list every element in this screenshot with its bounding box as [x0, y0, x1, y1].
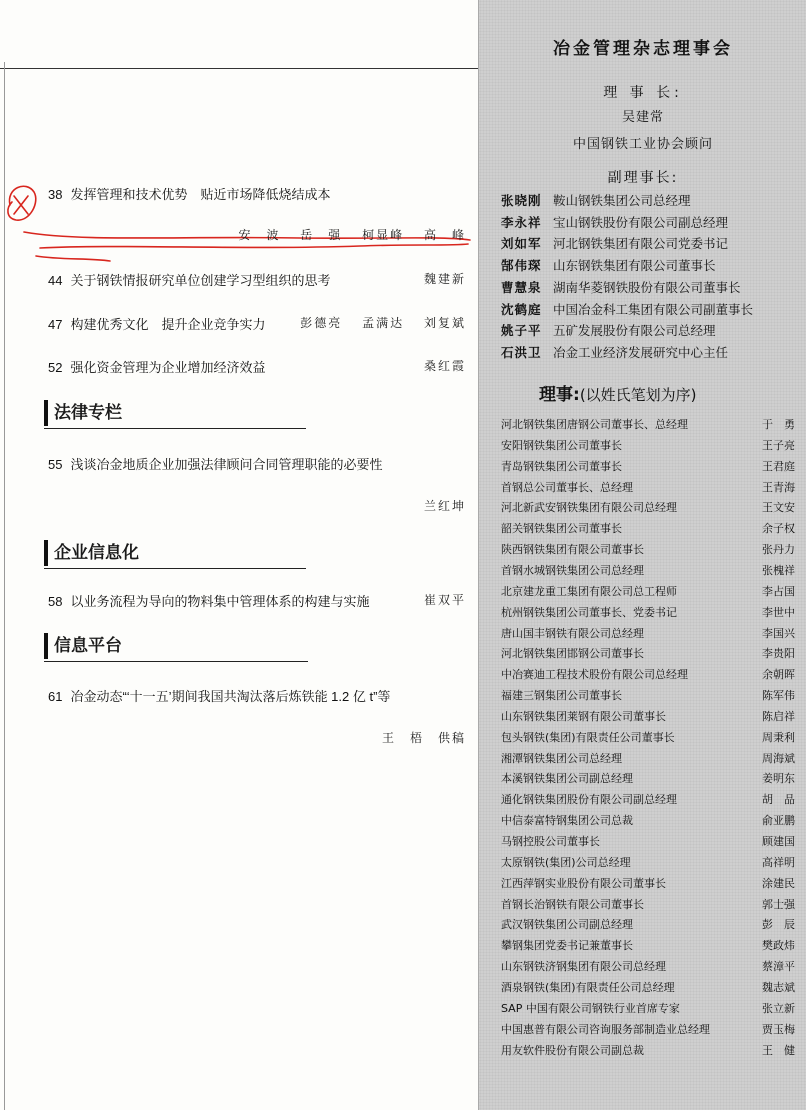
board-member-name: 于 勇	[762, 418, 795, 431]
vice-chairman-name: 李永祥	[501, 214, 542, 230]
board-member-name: 周秉利	[762, 730, 795, 744]
vice-chairman-row	[501, 191, 691, 209]
board-member-name: 李占国	[762, 584, 795, 598]
board-member-name: 樊政炜	[762, 939, 795, 953]
board-member-org: 山东钢铁济钢集团有限公司总经理	[501, 960, 666, 974]
board-heading: 理事:(以姓氏笔划为序)	[539, 385, 697, 405]
toc-entry-52-author: 桑红霞	[423, 359, 466, 373]
board-member-name: 彭 辰	[762, 918, 795, 932]
chairman-title: 中国钢铁工业协会顾问	[572, 137, 713, 152]
chairman-name: 吴建常	[621, 110, 664, 125]
red-pen-annotation	[0, 0, 478, 300]
board-member-name: 王子亮	[762, 438, 795, 452]
toc-entry-44[interactable]: 44 关于钢铁情报研究单位创建学习型组织的思考	[48, 273, 331, 288]
toc-entry-55-author: 兰红坤	[423, 499, 466, 513]
board-member-org: 通化钢铁集团股份有限公司副总经理	[501, 793, 677, 807]
board-member-org: 用友软件股份有限公司副总裁	[501, 1043, 644, 1057]
board-member-name: 李贵阳	[762, 647, 795, 661]
board-member-name: 周海斌	[762, 751, 795, 765]
board-member-org: 福建三钢集团公司董事长	[501, 689, 622, 703]
vice-chairman-row	[501, 213, 728, 231]
toc-entry-47[interactable]: 47 构建优秀文化 提升企业竞争实力	[48, 317, 266, 332]
vice-chairman-org: 中国冶金科工集团有限公司副董事长	[553, 301, 754, 317]
vice-chairman-org: 鞍山钢铁集团公司总经理	[553, 193, 691, 208]
board-member-name: 王青海	[762, 480, 795, 494]
vice-chairman-name: 沈鹤庭	[501, 301, 542, 317]
board-member-org: 中冶赛迪工程技术股份有限公司总经理	[501, 668, 688, 682]
section-law-rule	[44, 428, 306, 429]
board-member-name: 贾玉梅	[762, 1022, 795, 1036]
board-member-name: 顾建国	[762, 835, 795, 848]
toc-entry-38[interactable]: 38 发挥管理和技术优势 贴近市场降低烧结成本	[48, 187, 331, 202]
board-member-org: 安阳钢铁集团公司董事长	[501, 438, 622, 452]
toc-entry-58-author: 崔双平	[423, 593, 466, 607]
board-member-org: SAP 中国有限公司钢铁行业首席专家	[501, 1001, 680, 1015]
board-member-name: 俞亚鹏	[762, 814, 795, 828]
board-member-org: 太原钢铁(集团)公司总经理	[501, 855, 631, 869]
board-member-org: 唐山国丰钢铁有限公司总经理	[501, 626, 644, 640]
board-member-org: 陕西钢铁集团有限公司董事长	[501, 543, 644, 557]
board-member-name: 李世中	[762, 605, 795, 619]
council-title: 冶金管理杂志理事会	[553, 39, 733, 59]
toc-entry-47-authors: 彭德亮 孟满达 刘复斌	[300, 316, 466, 330]
vice-chairman-name: 曹慧泉	[501, 279, 542, 295]
board-member-org: 河北钢铁集团唐钢公司董事长、总经理	[501, 418, 688, 431]
vice-chairman-name: 郜伟琛	[501, 258, 542, 274]
board-member-org: 中信泰富特钢集团公司总裁	[501, 814, 633, 828]
vice-chairman-org: 宝山钢铁股份有限公司副总经理	[553, 214, 729, 230]
vice-chairman-row	[501, 300, 753, 318]
board-member-org: 酒泉钢铁(集团)有限责任公司总经理	[501, 980, 675, 994]
toc-entry-61[interactable]: 61 冶金动态“‘十一五’期间我国共淘汰落后炼铁能 1.2 亿 t”等	[48, 689, 391, 704]
vice-chairman-row	[501, 234, 728, 252]
board-member-name: 魏志斌	[762, 980, 795, 994]
board-member-name: 张立新	[762, 1001, 795, 1015]
vice-chairman-label: 副理事长:	[607, 170, 679, 186]
toc-entry-44-author: 魏建新	[423, 272, 466, 286]
vice-chairman-row	[501, 343, 728, 361]
vice-chairman-name: 刘如军	[501, 236, 542, 252]
board-member-name: 郭士强	[762, 897, 795, 911]
board-member-name: 陈军伟	[762, 689, 795, 703]
council-column	[478, 0, 806, 1110]
vice-chairman-name: 姚子平	[501, 323, 542, 339]
toc-entry-61-author: 王 梧 供稿	[381, 731, 466, 745]
board-member-name: 胡 品	[762, 793, 795, 807]
board-member-name: 李国兴	[762, 626, 795, 640]
toc-entry-52[interactable]: 52 强化资金管理为企业增加经济效益	[48, 360, 266, 375]
vice-chairman-org: 湖南华菱钢铁股份有限公司董事长	[553, 279, 741, 295]
board-member-org: 湘潭钢铁集团公司总经理	[501, 751, 622, 765]
board-member-name: 张槐祥	[762, 563, 795, 577]
board-member-name: 余子权	[762, 522, 795, 536]
board-member-org: 本溪钢铁集团公司副总经理	[501, 772, 633, 786]
vice-chairman-row	[501, 256, 716, 274]
board-member-name: 陈启祥	[762, 709, 795, 723]
left-edge-line	[4, 62, 5, 1110]
board-member-name: 蔡漳平	[762, 960, 795, 974]
section-platform-rule	[44, 661, 308, 662]
board-member-org: 攀钢集团党委书记兼董事长	[501, 939, 633, 953]
board-member-org: 北京建龙重工集团有限公司总工程师	[501, 584, 677, 598]
toc-entry-58[interactable]: 58 以业务流程为导向的物料集中管理体系的构建与实施	[48, 594, 370, 609]
vice-chairman-org: 山东钢铁集团有限公司董事长	[553, 258, 716, 274]
section-info-rule	[44, 568, 306, 569]
board-member-org: 武汉钢铁集团公司副总经理	[501, 918, 633, 932]
board-member-name: 余朝晖	[762, 668, 795, 682]
toc-entry-55[interactable]: 55 浅谈冶金地质企业加强法律顾问合同管理职能的必要性	[48, 457, 383, 472]
board-member-org: 杭州钢铁集团公司董事长、党委书记	[501, 605, 677, 619]
vice-chairman-name: 石洪卫	[501, 344, 542, 360]
board-member-name: 涂建民	[762, 876, 795, 890]
section-law: 法律专栏	[44, 400, 122, 426]
section-platform: 信息平台	[44, 633, 122, 659]
vice-chairman-org: 冶金工业经济发展研究中心主任	[553, 344, 729, 360]
toc-entry-38-authors: 安 波 岳 强 柯显峰 高 峰	[238, 228, 466, 242]
board-member-org: 韶关钢铁集团公司董事长	[501, 522, 622, 536]
board-member-name: 王文安	[762, 501, 795, 515]
board-member-org: 首钢长治钢铁有限公司董事长	[501, 897, 644, 911]
board-member-org: 河北新武安钢铁集团有限公司总经理	[501, 501, 677, 515]
vice-chairman-org: 河北钢铁集团有限公司党委书记	[553, 236, 729, 252]
board-member-org: 首钢水城钢铁集团公司总经理	[501, 563, 644, 577]
board-member-name: 王 健	[762, 1043, 795, 1057]
vice-chairman-row	[501, 321, 716, 339]
board-member-org: 青岛钢铁集团公司董事长	[501, 459, 622, 473]
board-member-org: 马钢控股公司董事长	[501, 835, 600, 848]
board-member-org: 江西萍钢实业股份有限公司董事长	[501, 876, 666, 890]
section-info: 企业信息化	[44, 540, 139, 566]
board-member-org: 山东钢铁集团莱钢有限公司董事长	[501, 709, 666, 723]
board-member-org: 首钢总公司董事长、总经理	[501, 480, 633, 494]
board-member-org: 中国惠普有限公司咨询服务部制造业总经理	[501, 1022, 710, 1036]
vice-chairman-org: 五矿发展股份有限公司总经理	[553, 323, 716, 339]
board-member-org: 包头钢铁(集团)有限责任公司董事长	[501, 730, 675, 744]
board-member-name: 王君庭	[762, 459, 795, 473]
vice-chairman-name: 张晓刚	[501, 193, 542, 208]
top-rule	[0, 68, 478, 69]
board-member-name: 高祥明	[762, 855, 795, 869]
board-member-name: 张丹力	[762, 543, 795, 557]
board-member-org: 河北钢铁集团邯钢公司董事长	[501, 647, 644, 661]
chairman-label: 理 事 长:	[603, 85, 683, 101]
board-member-name: 姜明东	[762, 772, 795, 786]
vice-chairman-row	[501, 278, 741, 296]
